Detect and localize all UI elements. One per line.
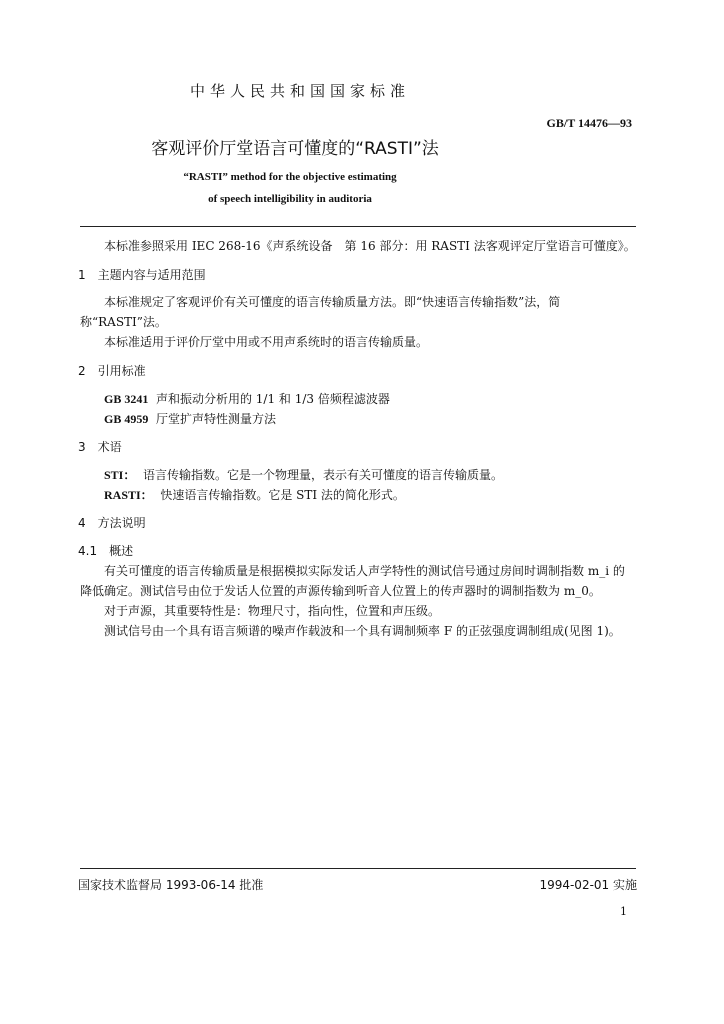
title-english — [0, 166, 580, 210]
section-4-heading: 4 方法说明 — [78, 516, 146, 530]
standard-code: GB/T 14476—93 — [546, 116, 632, 130]
section-4-paragraph-2: 对于声源，其重要特性是：物理尺寸，指向性，位置和声压级。 — [104, 604, 441, 618]
section-1-paragraph-2: 本标准适用于评价厅堂中用或不用声系统时的语言传输质量。 — [104, 335, 429, 349]
section-4-paragraph-1: 有关可懂度的语言传输质量是根据模拟实际发话人声学特性的测试信号通过房间时调制指数 m_i 的降低确定。测试信号由位于发话人位置的声源传输到听音人位置上的传声器时的调制指数为 m_0。 — [80, 564, 625, 598]
term-name: STI： — [104, 468, 136, 482]
term-name: RASTI： — [104, 488, 153, 502]
effective-date: 1994-02-01 实施 — [539, 878, 637, 892]
reference-code: GB 4959 — [104, 412, 149, 426]
reference-item — [104, 410, 276, 427]
reference-code: GB 3241 — [104, 392, 149, 406]
section-1-paragraph-1: 本标准规定了客观评价有关可懂度的语言传输质量方法。即“快速语言传输指数”法，简称“RASTI”法。 — [80, 295, 561, 329]
intro-paragraph: 本标准参照采用 IEC 268-16《声系统设备 第 16 部分：用 RASTI 法客观评定厅堂语言可懂度》。 — [104, 239, 636, 253]
approval-date: 国家技术监督局 1993-06-14 批准 — [78, 878, 264, 892]
title-english-line1: “RASTI” method for the objective estimating — [183, 171, 397, 183]
reference-text: 厅堂扩声特性测量方法 — [155, 412, 276, 426]
term-definition: 快速语言传输指数。它是 STI 法的简化形式。 — [160, 488, 405, 502]
term-definition: 语言传输指数。它是一个物理量，表示有关可懂度的语言传输质量。 — [143, 468, 504, 482]
section-3-heading: 3 术语 — [78, 440, 122, 454]
bottom-divider — [80, 868, 636, 869]
national-standard-header: 中华人民共和国国家标准 — [189, 82, 410, 100]
title-chinese: 客观评价厅堂语言可懂度的“RASTI”法 — [151, 139, 439, 159]
section-4-paragraph-3: 测试信号由一个具有语言频谱的噪声作载波和一个具有调制频率 F 的正弦强度调制组成(见图 1)。 — [104, 624, 621, 638]
term-item — [104, 486, 405, 503]
term-item — [104, 466, 503, 483]
reference-text: 声和振动分析用的 1/1 和 1/3 倍频程滤波器 — [155, 392, 390, 406]
top-divider — [80, 226, 636, 227]
subsection-4-1-heading: 4.1 概述 — [78, 544, 134, 558]
title-english-line2: of speech intelligibility in auditoria — [208, 193, 372, 205]
section-1-heading: 1 主题内容与适用范围 — [78, 268, 206, 282]
section-2-heading: 2 引用标准 — [78, 364, 146, 378]
page-number: 1 — [620, 905, 627, 918]
reference-item — [104, 390, 390, 407]
